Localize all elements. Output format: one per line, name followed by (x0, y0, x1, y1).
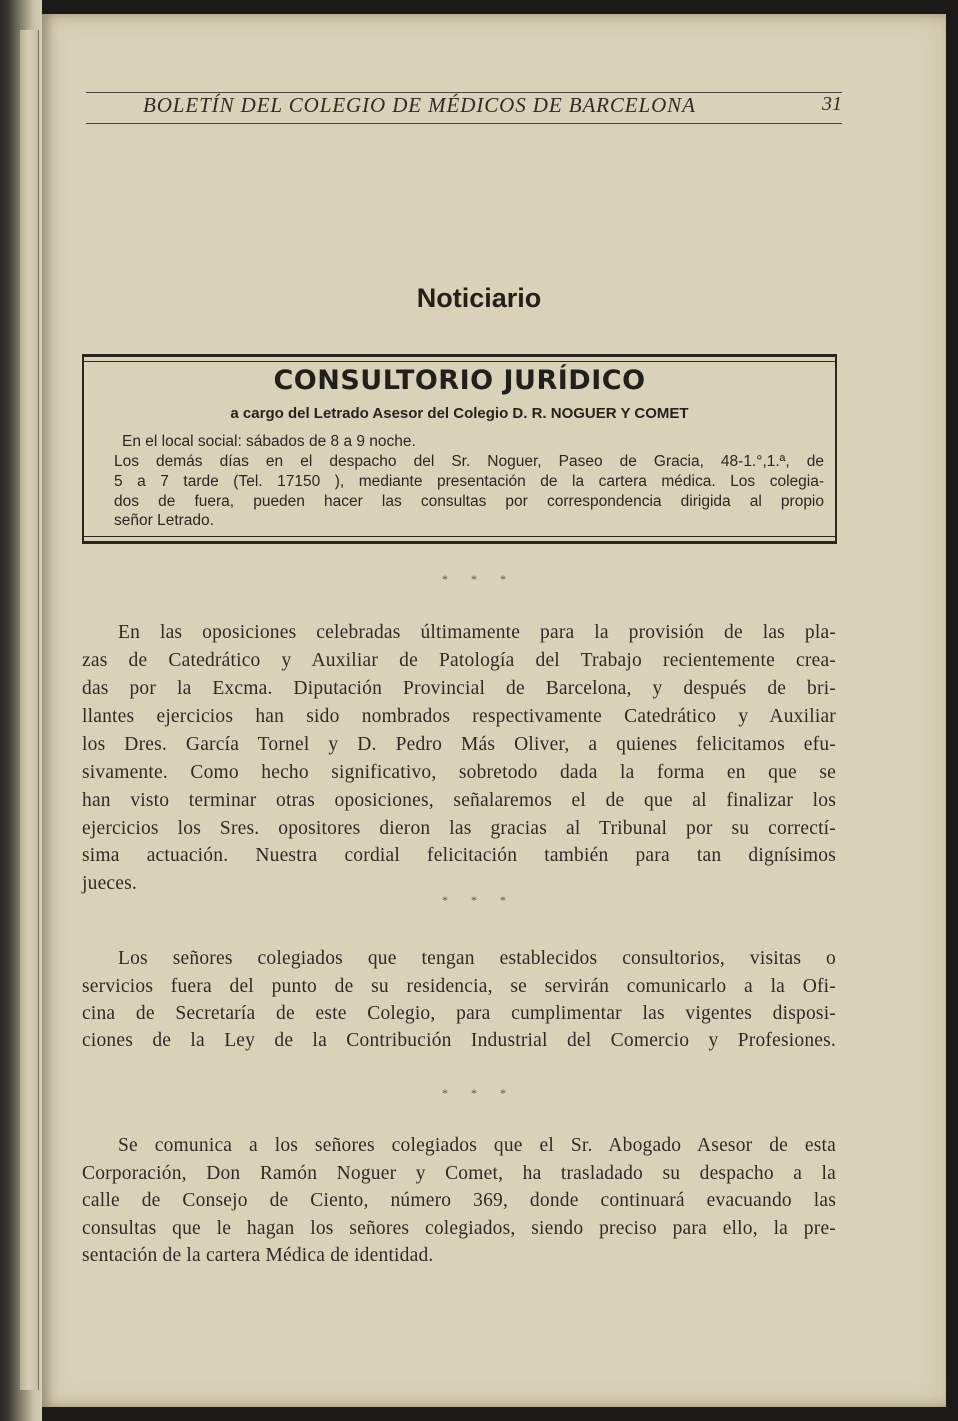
legal-consultancy-box (82, 354, 837, 544)
paragraph-line: das por la Excma. Diputación Provincial de Barcelona, y después de bri- (82, 678, 836, 699)
separator-stars: * * * (442, 1086, 516, 1100)
facing-page-edge (20, 30, 39, 1390)
paragraph-line: En las oposiciones celebradas últimamente para la provisión de las pla- (118, 622, 836, 643)
paragraph-line: cina de Secretaría de este Colegio, para cumplimentar las vigentes disposi- (82, 1003, 836, 1024)
separator-stars: * * * (442, 893, 516, 907)
paragraph-line: sentación de la cartera Médica de identidad. (82, 1245, 434, 1266)
paragraph-line: ciones de la Ley de la Contribución Industrial del Comercio y Profesiones. (82, 1030, 836, 1051)
paragraph-line: han visto terminar otras oposiciones, señalaremos el de que al finalizar los (82, 790, 836, 811)
section-title: Noticiario (416, 283, 542, 313)
box-inner-rule-top (84, 361, 835, 362)
box-line: Los demás días en el despacho del Sr. Noguer, Paseo de Gracia, 48-1.°,1.ª, de (114, 453, 824, 470)
paragraph-line: ejercicios los Sres. opositores dieron las gracias al Tribunal por su correctí- (82, 818, 836, 839)
paragraph-line: Corporación, Don Ramón Noguer y Comet, ha trasladado su despacho a la (82, 1163, 836, 1184)
paragraph-line: zas de Catedrático y Auxiliar de Patología del Trabajo recientemente crea- (82, 650, 836, 671)
box-line: 5 a 7 tarde (Tel. 17150 ), mediante presentación de la cartera médica. Los colegia- (114, 473, 824, 490)
paragraph-line: llantes ejercicios han sido nombrados respectivamente Catedrático y Auxiliar (82, 706, 836, 727)
box-inner-rule-bottom (84, 536, 835, 537)
paragraph-line: jueces. (82, 873, 137, 894)
paragraph-line: sivamente. Como hecho significativo, sobretodo dada la forma en que se (82, 762, 836, 783)
paragraph-line: Se comunica a los señores colegiados que el Sr. Abogado Asesor de esta (118, 1135, 836, 1156)
paragraph-line: sima actuación. Nuestra cordial felicitación también para tan dignísimos (82, 845, 836, 866)
box-line: En el local social: sábados de 8 a 9 noche. (122, 433, 416, 450)
page-number: 31 (822, 93, 842, 115)
box-line: señor Letrado. (114, 512, 214, 529)
box-title: CONSULTORIO JURÍDICO (273, 365, 646, 396)
paragraph-line: calle de Consejo de Ciento, número 369, donde continuará evacuando las (82, 1190, 836, 1211)
box-line: dos de fuera, pueden hacer las consultas por correspondencia dirigida al propio (114, 493, 824, 510)
paragraph-line: servicios fuera del punto de su residencia, se servirán comunicarlo a la Ofi- (82, 976, 836, 997)
header-rule-bottom (86, 123, 842, 124)
paragraph-line: Los señores colegiados que tengan establecidos consultorios, visitas o (118, 948, 836, 969)
paragraph-line: consultas que le hagan los señores colegiados, siendo preciso para ello, la pre- (82, 1218, 836, 1239)
running-title: BOLETÍN DEL COLEGIO DE MÉDICOS DE BARCELONA (143, 93, 696, 117)
box-subtitle: a cargo del Letrado Asesor del Colegio D. R. NOGUER Y COMET (230, 405, 689, 422)
separator-stars: * * * (442, 572, 516, 586)
paragraph-line: los Dres. García Tornel y D. Pedro Más Oliver, a quienes felicitamos efu- (82, 734, 836, 755)
